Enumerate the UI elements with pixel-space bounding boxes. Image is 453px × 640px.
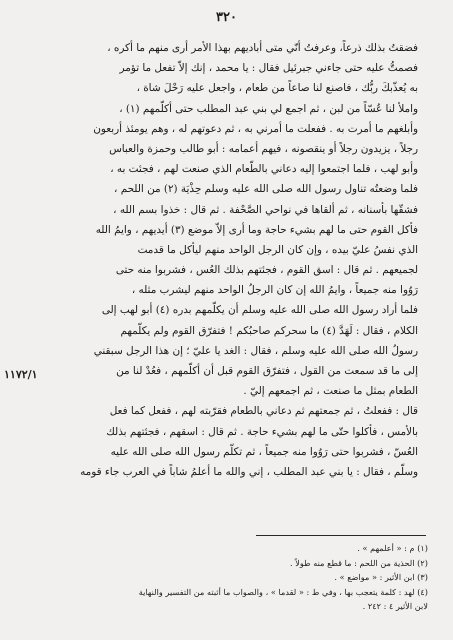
text-line: وأبو لهب ، فلما اجتمعوا إليه دعاني بالطّعام الذي صنعت لهم ، فجئت به ، xyxy=(110,163,418,176)
text-line: فلما أراد رسول الله صلى الله عليه وسلم أن يكلّمهم بدره (٤) أبو لهب إلى xyxy=(101,304,418,317)
footnote: (٢) الحذية من اللحم : ما قطع منه طولاً . xyxy=(290,557,428,568)
text-line: به يُعذّبكَ ربُّك ، فاصنع لنا صاعاً من طعام ، واجعل عليه رَحْلَ شاة ، xyxy=(136,82,418,95)
text-line: إلى ما قد سمعت من القول ، فتفرّق القوم قبل أن أكلّمهم ، فعُدْ لنا من xyxy=(116,365,418,377)
text-line: بالأمس ، فأكلوا حتّى ما لهم بشيء حاجة . ثم قال : اسقهم ، فجئتهم بذلك xyxy=(106,425,418,438)
text-line: وسلّم ، فقال : يا بني عبد المطلب ، إني والله ما أعلمُ شاباً في العرب جاء قومه xyxy=(80,465,418,478)
page-number: ٣٢٠ xyxy=(216,10,237,25)
text-line: العُسّ ، فشربوا حتى رَوُوا منه جميعاً ، ثم تكلّم رسول الله صلى الله عليه xyxy=(110,445,418,458)
footnote-divider xyxy=(256,535,426,536)
text-line: فلما وضعتُه تناول رسول الله صلى الله عليه وسلم حِذْيَة (٢) من اللحم ، xyxy=(114,183,418,196)
footnote-continuation: لابن الأثير ٤ : ٢٤٢ . xyxy=(362,601,428,612)
text-line: قال : ففعلتُ ، ثم جمعتهم ثم دعاني بالطعام فقرّبته لهم ، ففعل كما فعل xyxy=(109,405,418,418)
text-line: وأبلغهم ما أمرت به . ففعلت ما أمرني به ، ثم دعوتهم له ، وهم يومئذ أربعون xyxy=(93,122,418,135)
text-line: فأكل القوم حتى ما لهم بشيء حاجة وما أرى إلاّ موضع (٣) أيديهم ، وايمُ الله xyxy=(95,223,418,236)
text-line: الطعام بمثل ما صنعت ، ثم اجمعهم إليّ . xyxy=(243,385,418,398)
text-line: فصمتُّ عليه حتى جاءني جبرئيل فقال : يا محمد ، إنك إلاّ تفعل ما تؤمر xyxy=(119,62,418,75)
text-line: فضقتُ بذلك ذرعاً، وعرفتُ أنّي متى أباديهم بهذا الأمر أرى منهم ما أكره ، xyxy=(107,42,418,54)
footnote: (٣) ابن الأثير : « مواضع » . xyxy=(334,572,428,583)
main-text-block xyxy=(26,38,418,482)
text-line: رجلاً ، يزيدون رجلاً أو ينقصونه ، فيهم أعمامه : أبو طالب وحمزة والعباس xyxy=(109,142,418,155)
text-line: لجميعهم . ثم قال : اسق القوم ، فجئتهم بذلك العُس ، فشربوا منه حتى xyxy=(115,264,418,277)
margin-reference-number: ١١٧٢/١ xyxy=(4,368,38,381)
footnote: (١) م : « أعلمهم » . xyxy=(357,543,428,553)
text-line: واملأ لنا عُسّاً من لبن ، ثم اجمع لي بني عبد المطلب حتى أكلّمهم (١) ، xyxy=(119,102,418,115)
footnote: (٤) لهد : كلمة يتعجب بها ، وفي ط : « لقدما » ، والصواب ما أثبته من التفسير والنهاية xyxy=(138,586,428,597)
text-line: فشقّها بأسنانه ، ثم ألقاها في نواحي الصَّحْفة . ثم قال : خذوا بسم الله ، xyxy=(113,203,418,216)
text-line: الذي نفسُ عليّ بيده ، وإن كان الرجل الواحد منهم ليأكل ما قدمت xyxy=(137,243,418,256)
footnotes-block xyxy=(60,541,428,614)
text-line: الكلام ، فقال : لَهَدَّ (٤) ما سحركم صاحبُكم ! فتفرّق القوم ولم يكلّمهم xyxy=(120,324,418,337)
text-line: رَوُوا منه جميعاً ، وايمُ الله إن كان الرجلُ الواحد منهم ليشرب مثله ، xyxy=(131,284,418,297)
text-line: رسولُ الله صلى الله عليه وسلم ، فقال : الغد يا عليّ ؛ إن هذا الرجل سبقني xyxy=(93,344,418,357)
